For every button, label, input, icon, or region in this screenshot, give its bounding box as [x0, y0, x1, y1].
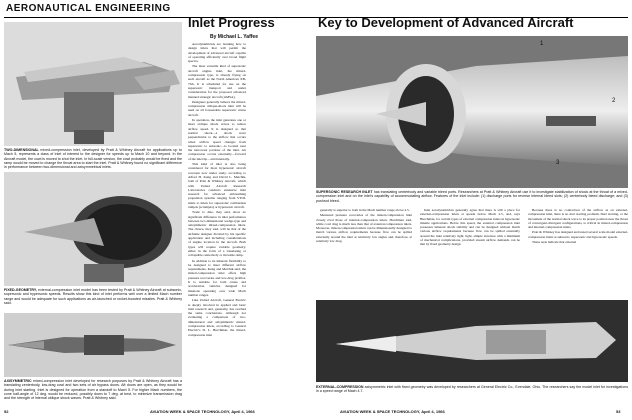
axisymmetric-caption: AXISYMMETRIC mixed-compression inlet developed for research purposes by Pratt & Whitney Aircraft has a translating centerbody, low-drag cowl and two sets of air bypass doors. Aft doors are open, as they would be during inlet starting. Inlet is designed for operation from a standoff to Mach 5. For higher Mach numbers, the cone half-angle of 12 deg. would be reduced, possibly down to 7 deg. at best, to minimize transmission drag and the strength of internal oblique shock waves. Pratt & Whitney said. — [4, 379, 183, 401]
section-title: AERONAUTICAL ENGINEERING — [6, 3, 171, 14]
callout-label-1: 1 — [540, 41, 544, 47]
supersonic-inlet-caption: SUPERSONIC RESEARCH INLET has translating centerbody and variable bleed ports. Researchers at Pratt & Whitney Aircraft use it to investigate stabilization of shock at the throat of a mixed-compression inlet and on the inlet's capability of accommodating airflow. Features of the inlet include: (1) discharge ports for reverse internal bleed slots; (2) centerbody bleed discharge; and (3) pushrod bleed. — [316, 190, 629, 203]
two-dimensional-inlet-photo — [4, 22, 182, 146]
footer-journal-right: AVIATION WEEK & SPACE TECHNOLOGY, April 4, 1966 — [340, 409, 445, 414]
fixed-geometry-caption: FIXED-GEOMETRY, external-compression inlet model has been tested by Pratt & Whitney Aircraft at subsonic, supersonic and hypersonic speeds. Results show this kind of inlet performs well over a limited Mach number range and would be adequate for such applications as air-launched or rocket-boosted missiles. Pratt & Whitney said. — [4, 288, 183, 305]
page-number-right: 53 — [616, 409, 621, 414]
article-column-1: Aerodynamicists are learning how to design inlets that will permit the development of advanced aircraft capable of operating efficiently over broad flight spectra. The most versatile kind of supersonic aircraft engine inlet, the mixed-compression type, is already flying on such aircraft as the North American XB-70A. It is scheduled for use on the supersonic transport and under consideration for the proposed advanced manned strategic aircraft (AMSA). Designers generally believe the mixed-compression oblique-shock inlet will be used on all foreseeable supersonic cruise aircraft. In operation, the inlet generates one or more oblique shock waves to reduce airflow speed. It is designed so that normal shock—a shock wave perpendicular to the airflow that occurs when airflow speed changes from supersonic to subsonic—is located near the narrowest portions of the inlet. Air compression occurs externally—forward of the inlet lip—and internally. This kind of inlet is also being considered for most hypersonic aircraft concepts now under study, according to Alfred H. Kung and David L. Metchik, both of Pratt & Whitney Aircraft, which with United Aircraft Research Laboratories conducts extensive inlet research for advanced airbreathing propulsion systems ranging from VTOL inlets to inlets for supersonic combustion ramjets (scramjets) or hypersonic aircraft. Trade to date, they said, show no significant difference in inlet performance between two-dimensional wedge-type and axisymmetric mixed-compression inlets. The choice, they said, will be that of the airframe designer dictated by his specific application and including considerations of engine location in the aircraft. Both types will require variable geometry, either in the form of a translating or collapsible centerbody or movable ramp. In addition to its inherent flexibility to be designed to meet different airflow requirements, Kung and Metchik said, the mixed-compression inlet offers high pressure recoveries and low-drag profiles. It is suitable for both cruise and acceleration vehicles designed for missions operating over wide Mach number ranges. Like United Aircraft, General Electric is deeply involved in applied and basic inlet research and, generally, has reached the same conclusions. Although not evaluating a comparison of two-dimensional and axisymmetric mixed-compression inlets, according to General Electric's D. L. Hurchman, the mixed-compression inlet — [188, 42, 246, 337]
article-title: Inlet Progress — [188, 15, 275, 30]
axisymmetric-inlet-photo — [4, 313, 182, 377]
article-column-4: Because there is no contraction of the airflow as on external-compression inlet, there is no duct starting problem. Duct starting, or the movement of the normal shock wave to its proper position near the throat of convergent-divergent configurations, is critical in mixed-compression and internal-compression inlets. Pratt & Whitney has designed and tested several scale model external-compression inlets at subsonic, supersonic and hypersonic speeds. These tests indicate that external — [528, 208, 628, 245]
supersonic-research-inlet-photo — [316, 36, 628, 188]
external-compression-inlet-photo — [316, 300, 628, 382]
headline: Key to Development of Advanced Aircraft — [318, 15, 574, 30]
page-number-left: 52 — [4, 409, 9, 414]
external-compression-caption: EXTERNAL-COMPRESSION axisymmetric inlet with fixed geometry was developed by researchers at General Electric Co., Evendale, Ohio. The researchers say the model inlet for investigations in a speed range of Mach 4.7. — [316, 385, 629, 394]
article-column-3: Inlet aerodynamicists generally agree that there is still a place for external-compression inlets at speeds below Mach 2.5, and, says Hurchman, for certain types of external compression inlets in hypersonic missile applications. Below this speed, the external compression inlet possesses inherent shock stability and can be designed without match various airflow requirements because flow can be spilled externally around the inlet relatively tight, light, simple structure with a minimum of mechanical complications, provided stream airflow demands can be met by fixed geometry design. — [420, 208, 520, 247]
article-column-2: generally is superior to both in the Mach number range above 2.5. Measured pressure recoveries of the mixed-compression inlet closely rival those of internal-compression inlets. Hurchman said, while cowl drag is much less than that of external-compression inlets. Moreover, mixed-compression inlets can be dimensionally designed to match various airflow requirements because flow can be spilled externally around the inlet at relatively low angles and, therefore, at relatively low drag. — [316, 208, 412, 244]
two-dimensional-caption: TWO-DIMENSIONAL mixed-compression inlet, developed by Pratt & Whitney Aircraft for applications up to Mach 5, represents a class of inlet of interest to the designer for speeds up to Mach 10 and beyond. In the Aircraft model, the cowl is moved to shut the inlet. In full-scale version, the cowl probably would be fixed and the ramp would be moved to change the throat area to start the inlet. Pratt & Whitney found no significant difference in performance between two-dimensional and axisymmetrical inlets. — [4, 148, 182, 170]
callout-label-2: 2 — [612, 98, 616, 104]
callout-label-3: 3 — [556, 160, 560, 166]
byline: By Michael L. Yaffee — [210, 34, 258, 40]
footer-journal-left: AVIATION WEEK & SPACE TECHNOLOGY, April 4, 1966 — [150, 409, 255, 414]
fixed-geometry-inlet-photo — [4, 172, 182, 286]
